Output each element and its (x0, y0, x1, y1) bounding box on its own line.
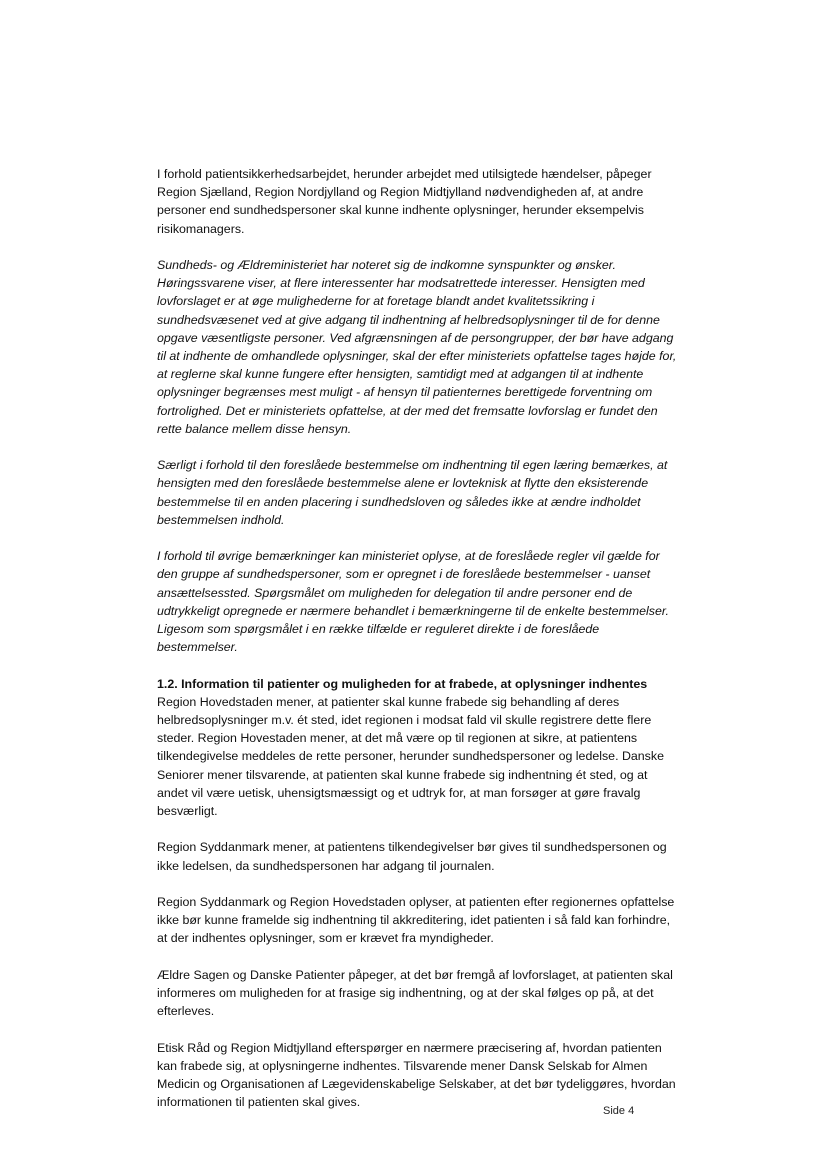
page-number: Side 4 (603, 1105, 635, 1117)
paragraph: Region Syddanmark og Region Hovedstaden oplyser, at patienten efter regionernes opfattelse ikke bør kunne framelde sig indhentning til akkreditering, idet patienten i så fald kan forhindre, at der indhentes oplysninger, som er krævet fra myndigheder. (157, 895, 675, 946)
paragraph: I forhold patientsikkerhedsarbejdet, herunder arbejdet med utilsigtede hændelser, påpeger Region Sjælland, Region Nordjylland og Region Midtjylland nødvendigheden af, at andre personer end sundhedspersoner skal kunne indhente oplysninger, herunder eksempelvis risikomanagers. (157, 167, 652, 236)
paragraph: Region Syddanmark mener, at patientens tilkendegivelser bør gives til sundhedspersonen og ikke ledelsen, da sundhedspersonen har adgang til journalen. (157, 840, 667, 873)
section-heading: 1.2. Information til patienter og muligheden for at frabede, at oplysninger indhentes (157, 676, 648, 691)
ministry-response-paragraph: Sundheds- og Ældreministeriet har noteret sig de indkomne synspunkter og ønsker. Høringssvarene viser, at flere interessenter har modsatrettede interesser. Hensigten med lovforslaget er at øge mulighederne for at foretage blandt andet kvalitetssikring i sundhedsvæsenet ved at give adgang til indhentning af helbredsoplysninger til de for denne opgave væsentligste personer. Ved afgrænsningen af de persongrupper, der bør have adgang til at indhente de omhandlede oplysninger, skal der efter ministeriets opfattelse tages højde for, at reglerne skal kunne fungere efter hensigten, samtidigt med at adgangen til at indhente oplysninger begrænses mest muligt - af hensyn til patienternes berettigede forventning om fortrolighed. Det er ministeriets opfattelse, at der med det fremsatte lovforslag er fundet den rette balance mellem disse hensyn. (157, 258, 677, 436)
ministry-response-paragraph: Særligt i forhold til den foreslåede bestemmelse om indhentning til egen læring bemærkes, at hensigten med den foreslåede bestemmelse alene er lovteknisk at flytte den eksisterende bestemmelse til en anden placering i sundhedsloven og således ikke at ændre indholdet bestemmelsen indhold. (157, 458, 668, 527)
paragraph: Etisk Råd og Region Midtjylland efterspørger en nærmere præcisering af, hvordan patienten kan frabede sig, at oplysningerne indhentes. Tilsvarende mener Dansk Selskab for Almen Medicin og Organisationen af Lægevidenskabelige Selskaber, at det bør tydeliggøres, hvordan informationen til patienten skal gives. (157, 1040, 676, 1110)
ministry-response-paragraph: I forhold til øvrige bemærkninger kan ministeriet oplyse, at de foreslåede regler vil gælde for den gruppe af sundhedspersoner, som er opregnet i de foreslåede bestemmelser - uanset ansættelsessted. Spørgsmålet om muligheden for delegation til andre personer end de udtrykkeligt opregnede er nærmere behandlet i bemærkningerne til de enkelte bestemmelser. Ligesom som spørgsmålet i en række tilfælde er reguleret direkte i de foreslåede bestemmelser. (157, 549, 669, 655)
paragraph: Ældre Sagen og Danske Patienter påpeger, at det bør fremgå af lovforslaget, at patienten skal informeres om muligheden for at frasige sig indhentning, og at der skal følges op på, at det efterleves. (157, 967, 673, 1019)
paragraph: Region Hovedstaden mener, at patienter skal kunne frabede sig behandling af deres helbredsoplysninger m.v. ét sted, idet regionen i modsat fald vil skulle registrere dette flere steder. Region Hovestaden mener, at det må være op til regionen at sikre, at patientens tilkendegivelse meddeles de rette personer, herunder sundhedspersoner og ledelse. Danske Seniorer mener tilsvarende, at patienten skal kunne frabede sig indhentning ét sted, og at andet vil være uetisk, uhensigtsmæssigt og et udtryk for, at man forsøger at gøre fravalg besværligt. (157, 694, 664, 819)
document-body (157, 165, 677, 1111)
